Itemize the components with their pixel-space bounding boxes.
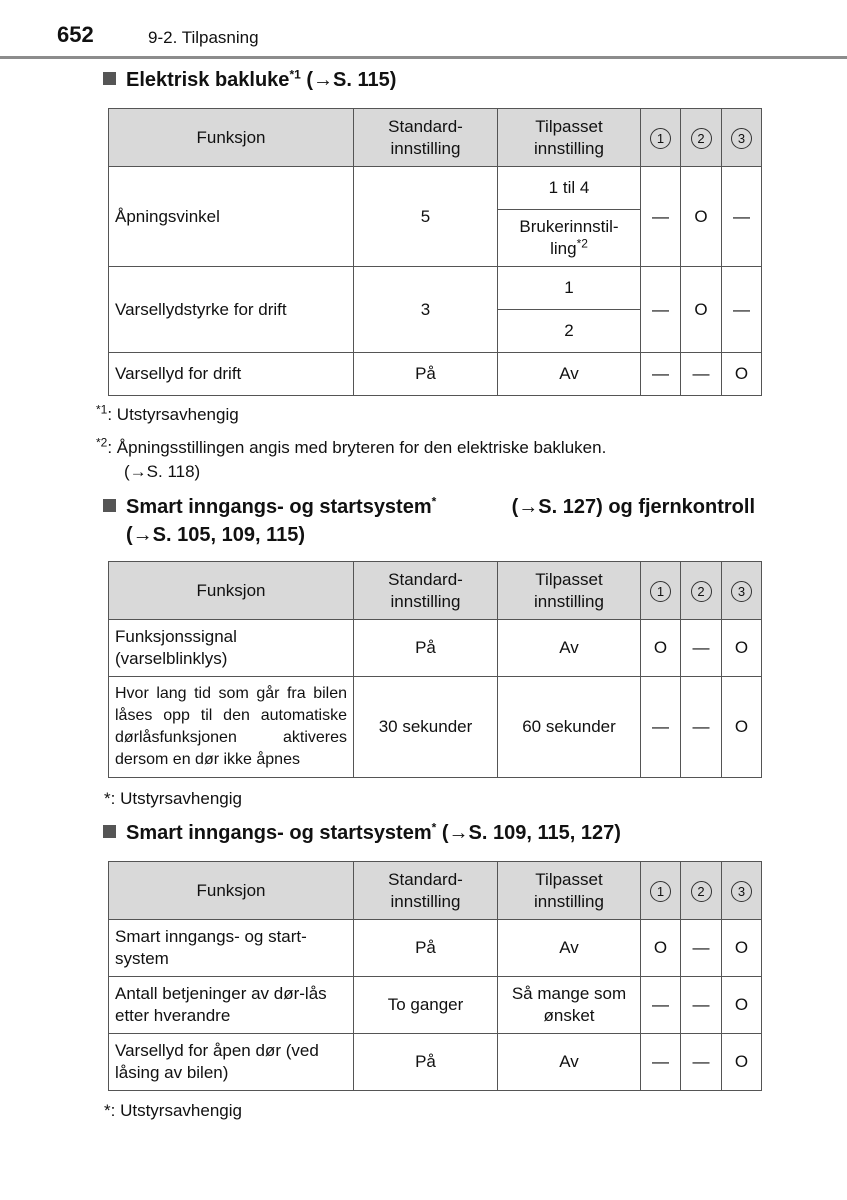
page-reference: (→S. 127) og fjernkontroll <box>511 496 755 518</box>
cell-function: Funksjonssignal (varselblinklys) <box>109 620 354 677</box>
cell-c3: O <box>722 620 762 677</box>
cell-custom: 1 til 4 <box>498 167 641 210</box>
column-header-1: 1 <box>641 562 681 620</box>
section-title-smart-entry-remote: Smart inngangs- og startsystem* (→S. 127) og fjernkontroll (→S. 105, 109, 115) <box>103 493 755 549</box>
column-header-standard: Standard- innstilling <box>354 862 498 920</box>
column-header-2: 2 <box>681 109 722 167</box>
column-header-function: Funksjon <box>109 862 354 920</box>
page-number: 652 <box>57 22 94 47</box>
page-header <box>0 0 847 60</box>
column-header-2: 2 <box>681 562 722 620</box>
settings-table-smart-entry-remote <box>108 561 762 778</box>
cell-custom: 2 <box>498 310 641 353</box>
cell-c2: — <box>681 977 722 1034</box>
cell-c1: — <box>641 167 681 267</box>
cell-c1: — <box>641 353 681 396</box>
footnote: *: Utstyrsavhengig <box>104 1101 242 1120</box>
cell-c1: — <box>641 267 681 353</box>
cell-c2: — <box>681 1034 722 1091</box>
cell-c1: O <box>641 620 681 677</box>
column-header-standard: Standard- innstilling <box>354 109 498 167</box>
page-reference: (→S. 105, 109, 115) <box>126 524 306 546</box>
footnote-1: $^{*1}$: Utstyrsavhengig <box>96 402 239 424</box>
column-header-3: 3 <box>722 562 762 620</box>
footnote-mark: * <box>431 820 437 835</box>
table-row <box>109 620 762 677</box>
column-header-1: 1 <box>641 109 681 167</box>
settings-table-power-tailgate <box>108 108 762 396</box>
column-header-1: 1 <box>641 862 681 920</box>
cell-function: Varsellyd for åpen dør (ved låsing av bilen) <box>109 1034 354 1091</box>
column-header-2: 2 <box>681 862 722 920</box>
footnote-2: $^{*2}$: Åpningsstillingen angis med bryteren for den elektriske bakluken. (→S. 118) <box>96 435 607 481</box>
column-header-standard: Standard- innstilling <box>354 562 498 620</box>
cell-custom: 1 <box>498 267 641 310</box>
page-reference: (→S. 109, 115, 127) <box>441 822 621 844</box>
cell-c2: O <box>681 167 722 267</box>
column-header-3: 3 <box>722 109 762 167</box>
cell-custom: Av <box>498 1034 641 1091</box>
cell-c1: — <box>641 977 681 1034</box>
cell-custom: 60 sekunder <box>498 677 641 778</box>
chapter-title: 9-2. Tilpasning <box>148 28 259 47</box>
cell-function: Antall betjeninger av dør-lås etter hverandre <box>109 977 354 1034</box>
square-bullet-icon <box>103 825 116 838</box>
footnote-mark: *1 <box>289 67 301 82</box>
table-row <box>109 353 762 396</box>
table-row <box>109 267 762 310</box>
table-header-row <box>109 109 762 167</box>
cell-standard: På <box>354 620 498 677</box>
cell-standard: 3 <box>354 267 498 353</box>
table-row <box>109 920 762 977</box>
cell-custom: Brukerinnstil- ling$^{*2}$ <box>498 210 641 267</box>
square-bullet-icon <box>103 499 116 512</box>
header-divider <box>0 56 847 59</box>
table-row <box>109 1034 762 1091</box>
footnote-mark: * <box>431 494 437 509</box>
cell-standard: På <box>354 353 498 396</box>
cell-c1: — <box>641 1034 681 1091</box>
cell-c3: O <box>722 1034 762 1091</box>
section-title-smart-entry: Smart inngangs- og startsystem* (→S. 109, 115, 127) <box>103 819 755 847</box>
cell-standard: 30 sekunder <box>354 677 498 778</box>
cell-c2: O <box>681 267 722 353</box>
column-header-custom: Tilpasset innstilling <box>498 862 641 920</box>
cell-c2: — <box>681 353 722 396</box>
column-header-function: Funksjon <box>109 562 354 620</box>
column-header-custom: Tilpasset innstilling <box>498 109 641 167</box>
cell-function: Varsellydstyrke for drift <box>109 267 354 353</box>
table-row <box>109 167 762 210</box>
cell-standard: På <box>354 1034 498 1091</box>
page-reference: (→S. 118) <box>124 462 201 481</box>
cell-c2: — <box>681 677 722 778</box>
cell-c3: O <box>722 920 762 977</box>
section-title-power-tailgate: Elektrisk bakluke$^{*1}$ (→S. 115) <box>103 66 755 94</box>
cell-custom: Av <box>498 620 641 677</box>
cell-c3: — <box>722 267 762 353</box>
column-header-custom: Tilpasset innstilling <box>498 562 641 620</box>
cell-c2: — <box>681 920 722 977</box>
cell-function: Varsellyd for drift <box>109 353 354 396</box>
table-row <box>109 977 762 1034</box>
cell-c1: O <box>641 920 681 977</box>
cell-c3: O <box>722 977 762 1034</box>
cell-c3: O <box>722 677 762 778</box>
cell-c3: — <box>722 167 762 267</box>
settings-table-smart-entry <box>108 861 762 1091</box>
cell-c3: O <box>722 353 762 396</box>
column-header-3: 3 <box>722 862 762 920</box>
cell-function: Åpningsvinkel <box>109 167 354 267</box>
table-header-row <box>109 562 762 620</box>
cell-custom: Av <box>498 353 641 396</box>
cell-custom: Av <box>498 920 641 977</box>
cell-standard: 5 <box>354 167 498 267</box>
cell-c1: — <box>641 677 681 778</box>
table-row <box>109 677 762 778</box>
cell-standard: To ganger <box>354 977 498 1034</box>
square-bullet-icon <box>103 72 116 85</box>
cell-c2: — <box>681 620 722 677</box>
footnote: *: Utstyrsavhengig <box>104 789 242 808</box>
cell-standard: På <box>354 920 498 977</box>
cell-custom: Så mange som ønsket <box>498 977 641 1034</box>
column-header-function: Funksjon <box>109 109 354 167</box>
table-header-row <box>109 862 762 920</box>
cell-function: Hvor lang tid som går fra bilen låses opp til den automatiske dørlåsfunksjonen aktiveres dersom en dør ikke åpnes <box>109 677 354 778</box>
cell-function: Smart inngangs- og start-system <box>109 920 354 977</box>
page-reference: (→S. 115) <box>306 69 397 91</box>
